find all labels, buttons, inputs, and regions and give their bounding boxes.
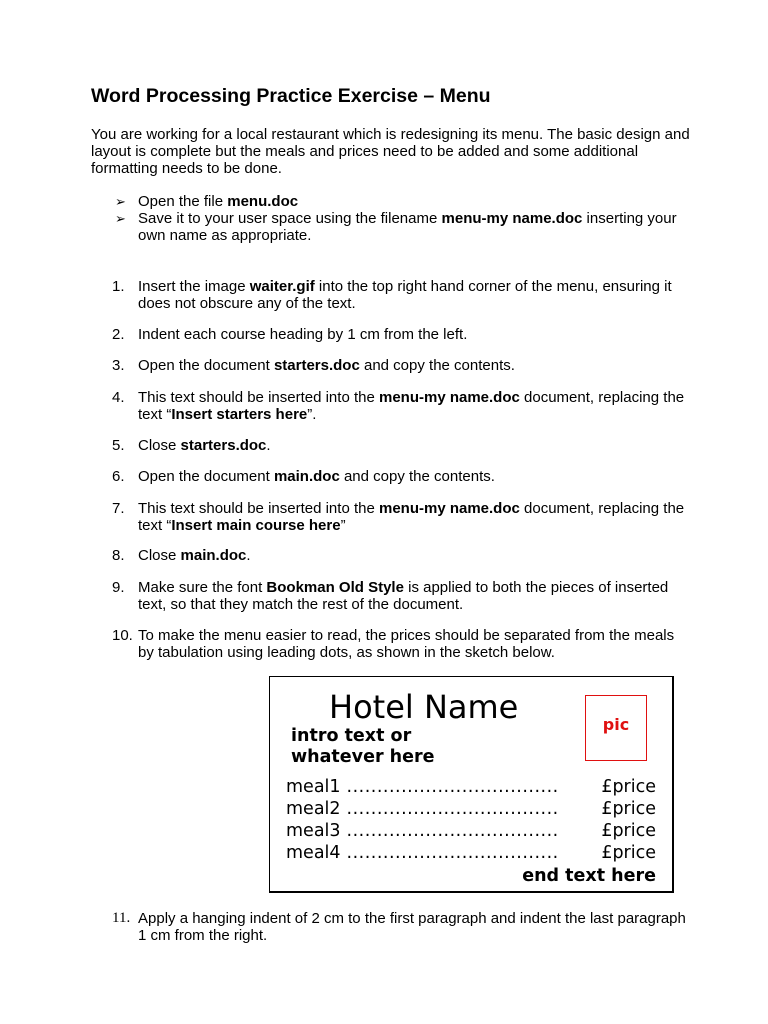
step-number: 9. (112, 579, 125, 596)
sketch-hotel-name: Hotel Name (329, 688, 519, 726)
step-number: 1. (112, 278, 125, 295)
step-number: 8. (112, 547, 125, 564)
meal-name: meal3 (286, 821, 341, 841)
step-text: Indent each course heading by 1 cm from the left. (138, 326, 468, 343)
step-text: Apply a hanging indent of 2 cm to the first paragraph and indent the last paragraph 1 cm from the right. (138, 910, 686, 944)
step-item (112, 579, 692, 613)
bullet-filename: menu-my name.doc (441, 210, 583, 227)
intro-paragraph: You are working for a local restaurant which is redesigning its menu. The basic design and layout is complete but the meals and prices need to be added and some additional formatting needs to be done. (91, 126, 690, 177)
step-item (112, 910, 692, 944)
bullet-item (115, 193, 695, 210)
leader-dots: ................................... (346, 799, 559, 819)
step-item (112, 437, 692, 454)
step-item (112, 326, 692, 343)
step-number: 5. (112, 437, 125, 454)
sketch-intro-text (291, 726, 491, 768)
bullet-text: Save it to your user space using the filename (138, 210, 442, 227)
sketch-meal-row (286, 798, 656, 820)
step-text: This text should be inserted into the menu-my name.doc document, replacing the text “Insert main course here” (138, 500, 685, 534)
meal-price: £price (601, 799, 656, 819)
arrow-bullet-icon: ➢ (115, 194, 126, 209)
meal-price: £price (601, 821, 656, 841)
step-item (112, 500, 692, 534)
step-text: Open the document starters.doc and copy the contents. (138, 357, 515, 374)
sketch-meal-row (286, 842, 656, 864)
sketch-pic-placeholder (585, 695, 647, 761)
sketch-end-text: end text here (522, 866, 656, 886)
sketch-meal-row (286, 820, 656, 842)
step-number: 11. (112, 910, 131, 926)
meal-price: £price (601, 843, 656, 863)
sketch-intro-line: whatever here (291, 747, 435, 767)
step-item (112, 547, 692, 564)
leader-dots: ................................... (346, 777, 559, 797)
step-number: 10. (112, 627, 133, 644)
bullet-text: Open the file (138, 193, 228, 210)
sketch-meal-list (286, 776, 656, 864)
bullet-text: inserting your own name as appropriate. (138, 210, 677, 244)
step-item (112, 357, 692, 374)
step-text: Open the document main.doc and copy the contents. (138, 468, 495, 485)
leader-dots: ................................... (346, 843, 559, 863)
bullet-list (115, 193, 695, 244)
step-text: Close starters.doc. (138, 437, 271, 454)
meal-name: meal1 (286, 777, 341, 797)
sketch-pic-label: pic (602, 715, 630, 734)
step-number: 2. (112, 326, 125, 343)
step-item (112, 468, 692, 485)
step-number: 4. (112, 389, 125, 406)
step-text: To make the menu easier to read, the prices should be separated from the meals by tabulation using leading dots, as shown in the sketch below. (138, 627, 675, 661)
page-title: Word Processing Practice Exercise – Menu (91, 85, 491, 107)
step-text: Make sure the font Bookman Old Style is applied to both the pieces of inserted text, so that they match the rest of the document. (138, 579, 669, 613)
step-text: This text should be inserted into the menu-my name.doc document, replacing the text “Insert starters here”. (138, 389, 685, 423)
bullet-item (115, 210, 695, 244)
step-item (112, 389, 692, 423)
sketch-meal-row (286, 776, 656, 798)
step-text: Close main.doc. (138, 547, 251, 564)
step-number: 3. (112, 357, 125, 374)
menu-sketch-image (269, 676, 674, 893)
bullet-filename: menu.doc (227, 193, 299, 210)
meal-price: £price (601, 777, 656, 797)
step-item (112, 278, 692, 312)
step-text: Insert the image waiter.gif into the top right hand corner of the menu, ensuring it does not obscure any of the text. (138, 278, 672, 312)
arrow-bullet-icon: ➢ (115, 211, 126, 226)
step-number: 6. (112, 468, 125, 485)
step-number: 7. (112, 500, 125, 517)
step-item (112, 627, 692, 661)
leader-dots: ................................... (346, 821, 559, 841)
sketch-intro-line: intro text or (291, 726, 412, 746)
meal-name: meal4 (286, 843, 341, 863)
meal-name: meal2 (286, 799, 341, 819)
